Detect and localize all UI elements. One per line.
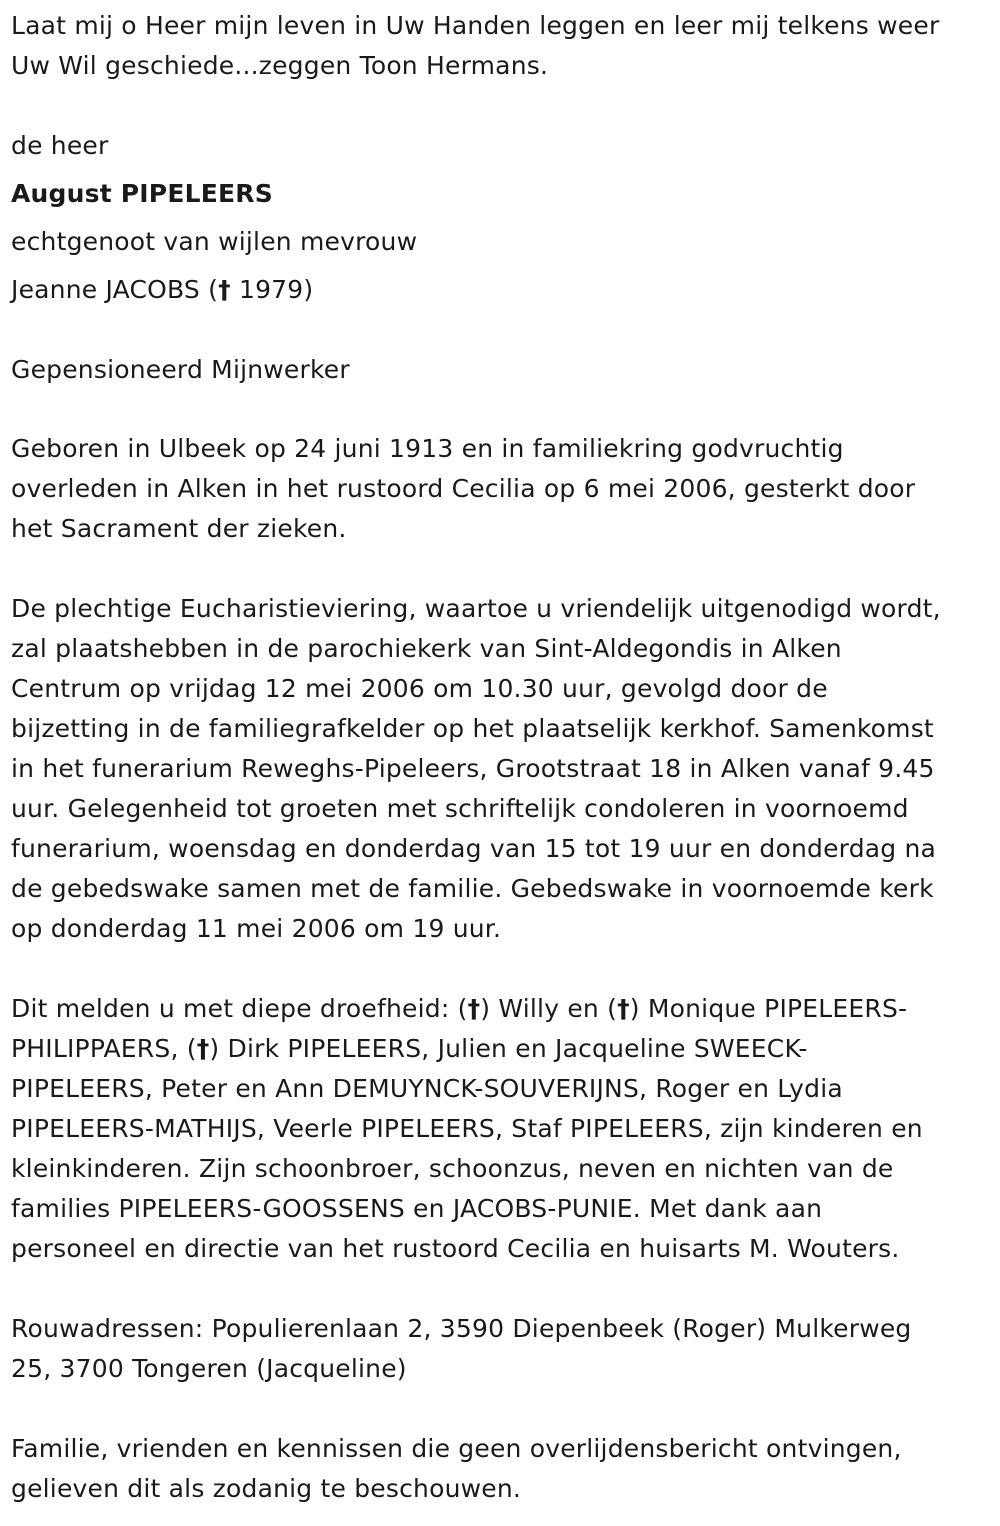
family-text: ) Monique PIPELEERS- (629, 994, 908, 1023)
paragraph-line: het Sacrament der zieken. (11, 514, 347, 543)
ceremony-paragraph (11, 589, 992, 949)
family-text: ) Willy en ( (480, 994, 618, 1023)
paragraph-line: Familie, vrienden en kennissen die geen overlijdensbericht ontvingen, (11, 1434, 902, 1463)
paragraph-line: op donderdag 11 mei 2006 om 19 uur. (11, 914, 502, 943)
paragraph-line: personeel en directie van het rustoord Cecilia en huisarts M. Wouters. (11, 1234, 900, 1263)
family-text: PHILIPPAERS, ( (11, 1034, 197, 1063)
family-text: ) Dirk PIPELEERS, Julien en Jacqueline SWEECK- (209, 1034, 808, 1063)
paragraph-line: Rouwadressen: Populierenlaan 2, 3590 Diepenbeek (Roger) Mulkerweg (11, 1314, 912, 1343)
motto (11, 6, 992, 86)
paragraph-line: kleinkinderen. Zijn schoonbroer, schoonzus, neven en nichten van de (11, 1154, 894, 1183)
paragraph-line (11, 1029, 992, 1069)
cross-icon: † (218, 275, 231, 304)
salutation: de heer (11, 131, 109, 160)
paragraph-line: in het funerarium Reweghs-Pipeleers, Grootstraat 18 in Alken vanaf 9.45 (11, 754, 935, 783)
spouse-name-prefix: Jeanne JACOBS ( (11, 275, 219, 304)
paragraph-line: funerarium, woensdag en donderdag van 15 tot 19 uur en donderdag na (11, 834, 937, 863)
paragraph-line: bijzetting in de familiegrafkelder op het plaatselijk kerkhof. Samenkomst (11, 714, 934, 743)
paragraph-line: PIPELEERS, Peter en Ann DEMUYNCK-SOUVERIJNS, Roger en Lydia (11, 1074, 843, 1103)
paragraph-line: uur. Gelegenheid tot groeten met schriftelijk condoleren in voornoemd (11, 794, 909, 823)
family-paragraph (11, 989, 992, 1269)
closing-paragraph (11, 1429, 992, 1509)
paragraph-line (11, 989, 992, 1029)
deceased-name-text: August PIPELEERS (11, 179, 273, 208)
cross-icon: † (467, 994, 481, 1023)
deceased-block (11, 126, 992, 310)
deceased-name (11, 174, 992, 214)
addresses-paragraph (11, 1309, 992, 1389)
cross-icon: † (196, 1034, 210, 1063)
motto-line: Laat mij o Heer mijn leven in Uw Handen leggen en leer mij telkens weer (11, 11, 940, 40)
paragraph-line: families PIPELEERS-GOOSSENS en JACOBS-PUNIE. Met dank aan (11, 1194, 823, 1223)
birth-death-paragraph (11, 429, 992, 549)
paragraph-line: zal plaatshebben in de parochiekerk van Sint-Aldegondis in Alken (11, 634, 842, 663)
spouse-intro: echtgenoot van wijlen mevrouw (11, 227, 418, 256)
paragraph-line: de gebedswake samen met de familie. Gebedswake in voornoemde kerk (11, 874, 934, 903)
occupation: Gepensioneerd Mijnwerker (11, 355, 350, 384)
paragraph-line: 25, 3700 Tongeren (Jacqueline) (11, 1354, 407, 1383)
family-text: Dit melden u met diepe droefheid: ( (11, 994, 468, 1023)
cross-icon: † (617, 994, 630, 1023)
paragraph-line: Geboren in Ulbeek op 24 juni 1913 en in familiekring godvruchtig (11, 434, 844, 463)
paragraph-line: PIPELEERS-MATHIJS, Veerle PIPELEERS, Staf PIPELEERS, zijn kinderen en (11, 1114, 923, 1143)
paragraph-line: Centrum op vrijdag 12 mei 2006 om 10.30 uur, gevolgd door de (11, 674, 828, 703)
motto-line: Uw Wil geschiede...zeggen Toon Hermans. (11, 51, 549, 80)
paragraph-line: gelieven dit als zodanig te beschouwen. (11, 1474, 522, 1503)
paragraph-line: overleden in Alken in het rustoord Cecilia op 6 mei 2006, gesterkt door (11, 474, 916, 503)
spouse-name (11, 270, 992, 310)
occupation-block (11, 350, 992, 390)
paragraph-line: De plechtige Eucharistieviering, waartoe u vriendelijk uitgenodigd wordt, (11, 594, 941, 623)
spouse-name-suffix: 1979) (230, 275, 314, 304)
